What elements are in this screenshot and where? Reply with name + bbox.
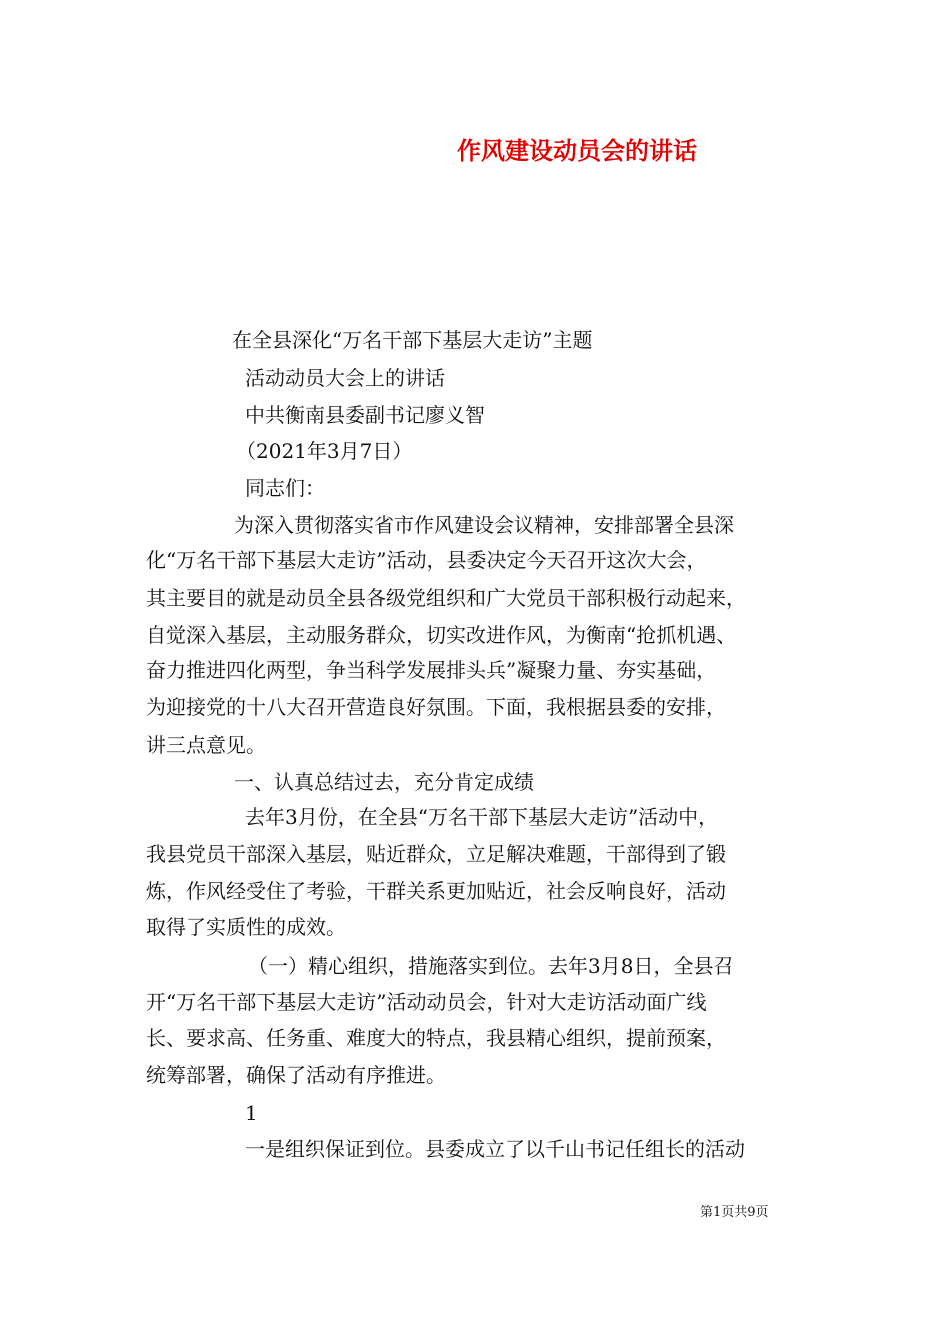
paragraph-1-line: 自觉深入基层，主动服务群众，切实改进作风，为衡南“抢抓机遇、	[146, 623, 737, 647]
section-1-heading: 一、认真总结过去，充分肯定成绩	[234, 770, 534, 794]
paragraph-2-line: 去年3月份，在全县“万名干部下基层大走访”活动中，	[245, 805, 719, 829]
subtitle-line-2: 活动动员大会上的讲话	[245, 366, 445, 390]
speaker-line: 中共衡南县委副书记廖义智	[245, 403, 485, 427]
inline-page-number: 1	[245, 1101, 258, 1125]
paragraph-1-line: 讲三点意见。	[146, 733, 266, 757]
subtitle-line-1: 在全县深化“万名干部下基层大走访”主题	[232, 328, 593, 352]
paragraph-1-line: 为迎接党的十八大召开营造良好氛围。下面，我根据县委的安排，	[146, 695, 726, 719]
paragraph-2-line: 我县党员干部深入基层，贴近群众，立足解决难题，干部得到了锻	[146, 842, 726, 866]
greeting-line: 同志们：	[245, 476, 325, 500]
paragraph-1-line: 化“万名干部下基层大走访”活动，县委决定今天召开这次大会，	[146, 548, 707, 572]
paragraph-3-line: （一）精心组织，措施落实到位。去年3月8日，全县召	[248, 954, 734, 978]
paragraph-2-line: 取得了实质性的成效。	[146, 915, 346, 939]
paragraph-1-line: 奋力推进四化两型，争当科学发展排头兵”凝聚力量、夯实基础，	[146, 658, 717, 682]
paragraph-3-line: 开“万名干部下基层大走访”活动动员会，针对大走访活动面广线	[146, 990, 707, 1014]
date-line: （2021年3月7日）	[236, 439, 413, 463]
page-footer: 第1页共9页	[700, 1205, 769, 1220]
paragraph-1-line: 为深入贯彻落实省市作风建设会议精神，安排部署全县深	[234, 513, 734, 537]
paragraph-1-line: 其主要目的就是动员全县各级党组织和广大党员干部积极行动起来，	[146, 586, 746, 610]
document-title: 作风建设动员会的讲话	[457, 137, 697, 165]
paragraph-4-line: 一是组织保证到位。县委成立了以千山书记任组长的活动	[245, 1137, 745, 1161]
paragraph-3-line: 统筹部署，确保了活动有序推进。	[146, 1063, 446, 1087]
paragraph-3-line: 长、要求高、任务重、难度大的特点，我县精心组织，提前预案，	[146, 1026, 726, 1050]
paragraph-2-line: 炼，作风经受住了考验，干群关系更加贴近，社会反响良好，活动	[146, 879, 726, 903]
